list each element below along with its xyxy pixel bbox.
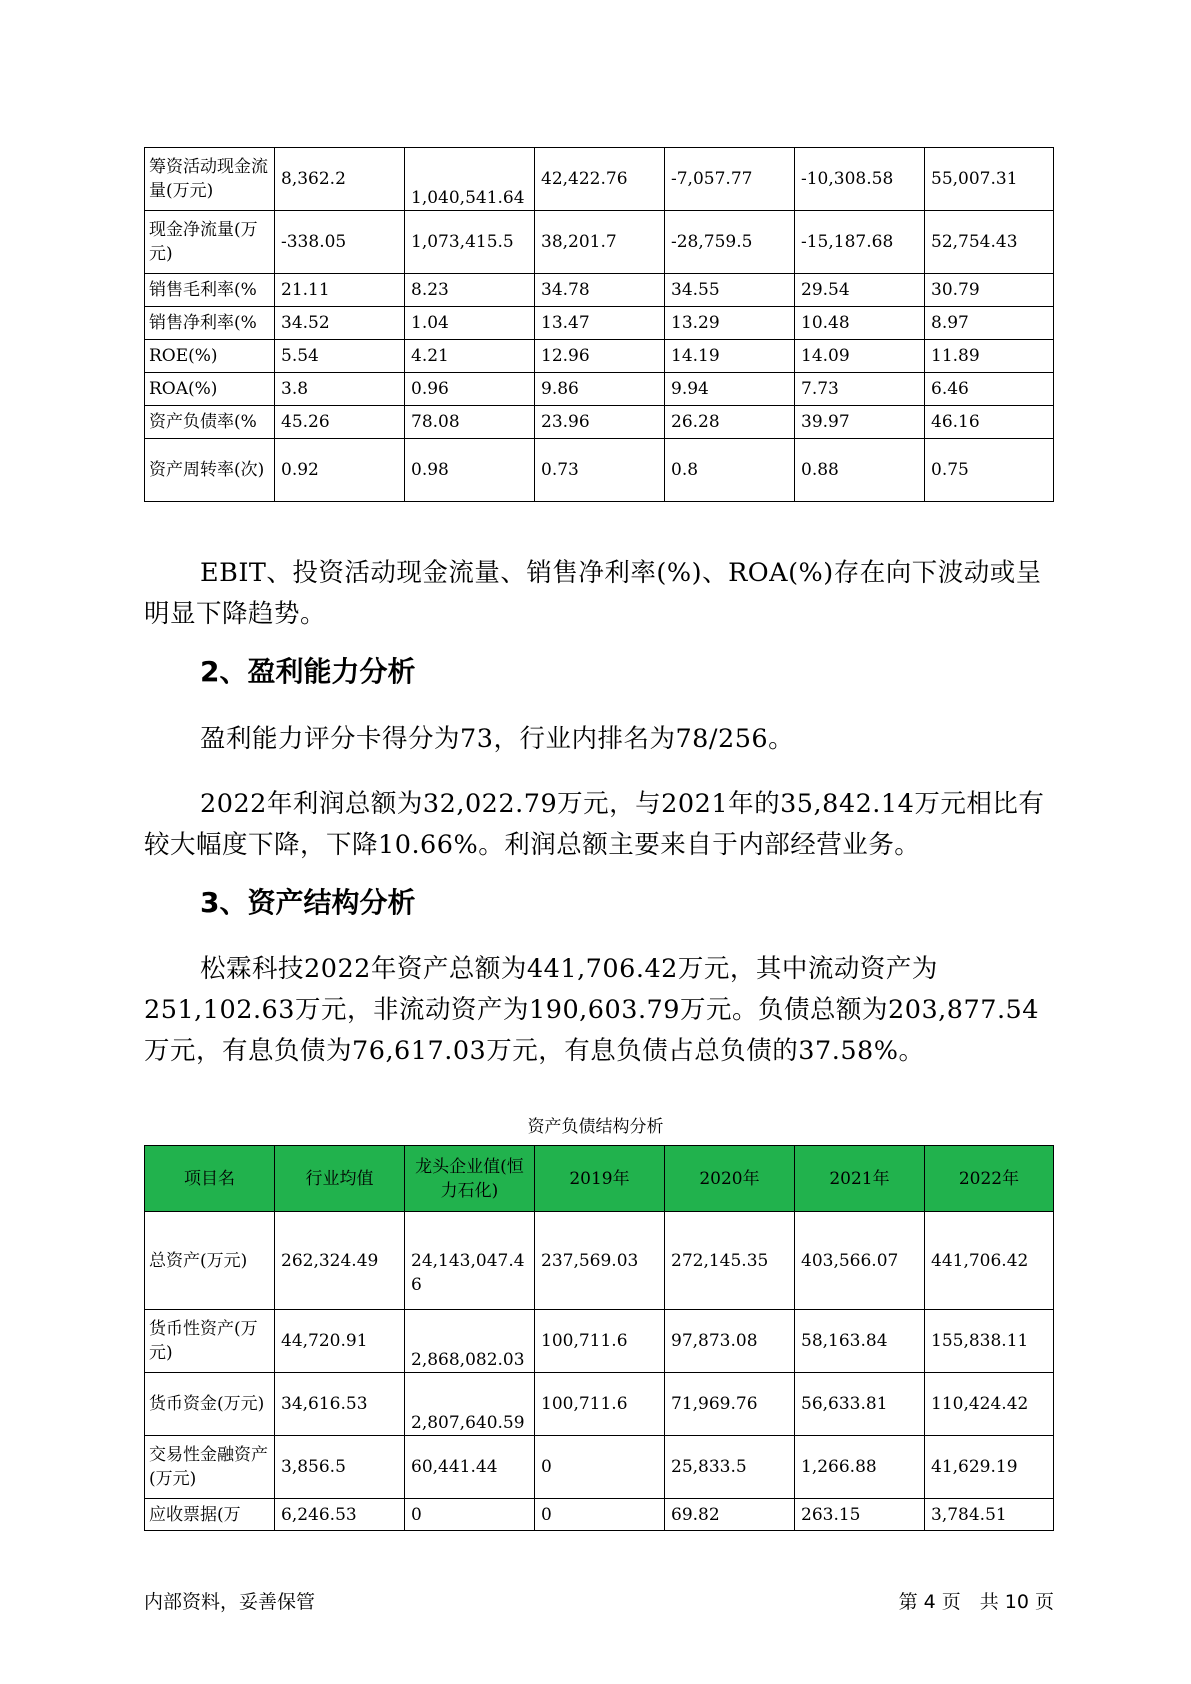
page-number: 第 4 页 共 10 页 xyxy=(898,1591,1054,1613)
table-cell: 8,362.2 xyxy=(275,148,405,211)
table-cell: 11.89 xyxy=(925,340,1054,373)
table-row xyxy=(145,406,1054,439)
row-label: 资产周转率(次) xyxy=(145,439,275,502)
table-cell: 110,424.42 xyxy=(925,1373,1054,1436)
table-cell: 0.88 xyxy=(795,439,925,502)
table-cell: 0 xyxy=(405,1499,535,1531)
table-cell: 13.47 xyxy=(535,307,665,340)
table-row xyxy=(145,307,1054,340)
table-cell: 29.54 xyxy=(795,274,925,307)
table-row xyxy=(145,148,1054,211)
row-label: 销售净利率(% xyxy=(145,307,275,340)
table-cell: 403,566.07 xyxy=(795,1212,925,1310)
table-row xyxy=(145,211,1054,274)
table-cell: 56,633.81 xyxy=(795,1373,925,1436)
table-cell: 7.73 xyxy=(795,373,925,406)
row-label: 销售毛利率(% xyxy=(145,274,275,307)
row-label: 现金净流量(万元) xyxy=(145,211,275,274)
table-cell: 100,711.6 xyxy=(535,1373,665,1436)
row-label: ROE(%) xyxy=(145,340,275,373)
table-cell: -338.05 xyxy=(275,211,405,274)
column-header: 项目名 xyxy=(145,1146,275,1212)
table-cell: 441,706.42 xyxy=(925,1212,1054,1310)
table-cell: 0.96 xyxy=(405,373,535,406)
table-caption: 资产负债结构分析 xyxy=(527,1117,664,1137)
row-label: 应收票据(万 xyxy=(145,1499,275,1531)
table-cell: 8.97 xyxy=(925,307,1054,340)
table-cell: 14.19 xyxy=(665,340,795,373)
table-cell: 38,201.7 xyxy=(535,211,665,274)
table-cell: 0 xyxy=(535,1499,665,1531)
table-cell: 5.54 xyxy=(275,340,405,373)
table-cell: 71,969.76 xyxy=(665,1373,795,1436)
financial-indicators-table xyxy=(144,147,1054,502)
table-cell: 1,073,415.5 xyxy=(405,211,535,274)
table-cell: 34.52 xyxy=(275,307,405,340)
table-cell: 97,873.08 xyxy=(665,1310,795,1373)
column-header: 2020年 xyxy=(665,1146,795,1212)
column-header: 龙头企业值(恒力石化) xyxy=(405,1146,535,1212)
table-cell: 9.94 xyxy=(665,373,795,406)
table-cell: 13.29 xyxy=(665,307,795,340)
table-cell: 272,145.35 xyxy=(665,1212,795,1310)
table-cell: -28,759.5 xyxy=(665,211,795,274)
table-header-row xyxy=(145,1146,1054,1212)
table-cell: 60,441.44 xyxy=(405,1436,535,1499)
table-cell: 237,569.03 xyxy=(535,1212,665,1310)
table-cell: 0 xyxy=(535,1436,665,1499)
table-cell: 2,807,640.59 xyxy=(405,1373,535,1436)
table-cell: 262,324.49 xyxy=(275,1212,405,1310)
asset-liability-table xyxy=(144,1145,1054,1531)
table-cell: 45.26 xyxy=(275,406,405,439)
table-cell: 78.08 xyxy=(405,406,535,439)
row-label: 货币资金(万元) xyxy=(145,1373,275,1436)
table-cell: 34,616.53 xyxy=(275,1373,405,1436)
table-cell: 25,833.5 xyxy=(665,1436,795,1499)
asset-structure-paragraph: 松霖科技2022年资产总额为441,706.42万元，其中流动资产为251,102.63万元，非流动资产为190,603.79万元。负债总额为203,877.54万元，有息负债为76,617.03万元，有息负债占总负债的37.58%。 xyxy=(144,954,1040,1066)
table-cell: 46.16 xyxy=(925,406,1054,439)
table-cell: 9.86 xyxy=(535,373,665,406)
row-label: 交易性金融资产(万元) xyxy=(145,1436,275,1499)
table-cell: 42,422.76 xyxy=(535,148,665,211)
table-row xyxy=(145,1436,1054,1499)
section-heading-profitability: 2、盈利能力分析 xyxy=(200,655,416,688)
table-cell: 1,040,541.64 xyxy=(405,148,535,211)
column-header: 2019年 xyxy=(535,1146,665,1212)
table-row xyxy=(145,373,1054,406)
table-cell: 263.15 xyxy=(795,1499,925,1531)
row-label: 筹资活动现金流量(万元) xyxy=(145,148,275,211)
row-label: 资产负债率(% xyxy=(145,406,275,439)
row-label: 货币性资产(万元) xyxy=(145,1310,275,1373)
table-cell: 0.92 xyxy=(275,439,405,502)
table-row xyxy=(145,1310,1054,1373)
table-cell: 55,007.31 xyxy=(925,148,1054,211)
row-label: ROA(%) xyxy=(145,373,275,406)
table-cell: 34.78 xyxy=(535,274,665,307)
table-cell: 44,720.91 xyxy=(275,1310,405,1373)
footer-confidential-note: 内部资料，妥善保管 xyxy=(144,1591,316,1613)
section-heading-asset-structure: 3、资产结构分析 xyxy=(200,886,416,919)
table-cell: 21.11 xyxy=(275,274,405,307)
row-label: 总资产(万元) xyxy=(145,1212,275,1310)
table-cell: 1.04 xyxy=(405,307,535,340)
table-cell: 52,754.43 xyxy=(925,211,1054,274)
table-cell: 34.55 xyxy=(665,274,795,307)
table-cell: 12.96 xyxy=(535,340,665,373)
table-cell: 6,246.53 xyxy=(275,1499,405,1531)
column-header: 行业均值 xyxy=(275,1146,405,1212)
table-cell: 4.21 xyxy=(405,340,535,373)
table-cell: 23.96 xyxy=(535,406,665,439)
profitability-score-paragraph: 盈利能力评分卡得分为73，行业内排名为78/256。 xyxy=(200,724,795,754)
column-header: 2022年 xyxy=(925,1146,1054,1212)
table-row xyxy=(145,340,1054,373)
table-cell: -15,187.68 xyxy=(795,211,925,274)
table-cell: 39.97 xyxy=(795,406,925,439)
table-cell: 41,629.19 xyxy=(925,1436,1054,1499)
trend-paragraph: EBIT、投资活动现金流量、销售净利率(%)、ROA(%)存在向下波动或呈明显下降趋势。 xyxy=(144,558,1042,629)
table-cell: 0.8 xyxy=(665,439,795,502)
table-cell: 3.8 xyxy=(275,373,405,406)
table-row xyxy=(145,439,1054,502)
column-header: 2021年 xyxy=(795,1146,925,1212)
table-cell: 3,856.5 xyxy=(275,1436,405,1499)
table-cell: -7,057.77 xyxy=(665,148,795,211)
table-cell: 100,711.6 xyxy=(535,1310,665,1373)
table-cell: 0.98 xyxy=(405,439,535,502)
table-row xyxy=(145,274,1054,307)
table-cell: 69.82 xyxy=(665,1499,795,1531)
table-cell: -10,308.58 xyxy=(795,148,925,211)
table-cell: 24,143,047.46 xyxy=(405,1212,535,1310)
table-cell: 0.75 xyxy=(925,439,1054,502)
table-cell: 14.09 xyxy=(795,340,925,373)
table-cell: 1,266.88 xyxy=(795,1436,925,1499)
table-row xyxy=(145,1373,1054,1436)
table-cell: 2,868,082.03 xyxy=(405,1310,535,1373)
table-row xyxy=(145,1499,1054,1531)
table-cell: 155,838.11 xyxy=(925,1310,1054,1373)
profit-paragraph: 2022年利润总额为32,022.79万元，与2021年的35,842.14万元相比有较大幅度下降，下降10.66%。利润总额主要来自于内部经营业务。 xyxy=(144,789,1045,860)
table-cell: 8.23 xyxy=(405,274,535,307)
table-cell: 6.46 xyxy=(925,373,1054,406)
table-cell: 58,163.84 xyxy=(795,1310,925,1373)
table-cell: 3,784.51 xyxy=(925,1499,1054,1531)
table-row xyxy=(145,1212,1054,1310)
table-cell: 0.73 xyxy=(535,439,665,502)
table-cell: 30.79 xyxy=(925,274,1054,307)
table-cell: 10.48 xyxy=(795,307,925,340)
table-cell: 26.28 xyxy=(665,406,795,439)
